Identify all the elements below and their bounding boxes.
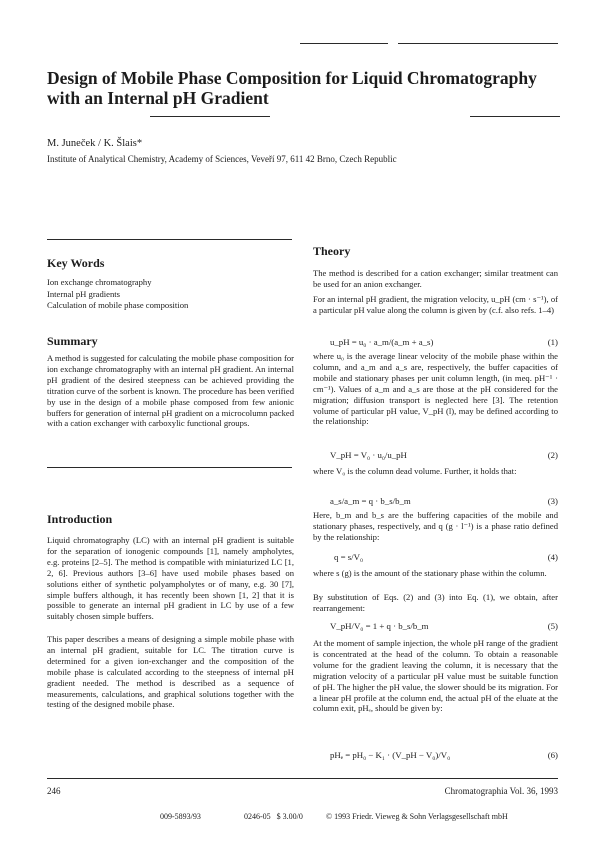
journal-info: Chromatographia Vol. 36, 1993 — [444, 786, 558, 796]
theory-heading: Theory — [313, 244, 351, 258]
theory-paragraph-7: By substitution of Eqs. (2) and (3) into Eq. (1), we obtain, after rearrangement: — [313, 592, 558, 613]
introduction-paragraph-2: This paper describes a means of designing a simple mobile phase with an internal pH gradient, suitable for LC. The titration curve is determined for a given ion-exchanger and the composition of the mobile phase is calculated according to the steepness of internal pH gradient needed. The method is described as a sequence of measurements, calculations, and graphical solutions together with the testing of the designed mobile phase. — [47, 634, 294, 710]
keywords-rule — [47, 239, 292, 240]
price-code: 0246-05 $ 3.00/0 — [244, 812, 303, 821]
title-rule-2 — [470, 116, 560, 117]
equation-3: a_s/a_m = q · b_s/b_m — [330, 496, 411, 506]
introduction-paragraph-1: Liquid chromatography (LC) with an internal pH gradient is suitable for the separation of ionogenic compounds [1], namely ampholytes, e.g. proteins [2–5]. The method is compatible with miniaturized LC [1, 2, 6]. Previous authors [3–6] have used mobile phases based on solutions either of synthetic polyampholytes or of many, e.g. 30 [7], simple buffers although, it has recently been shown [1, 2] that it is possible to generate an internal pH gradient in LC by use of a few suitably chosen simple buffers. — [47, 535, 294, 622]
theory-paragraph-4: where V₀ is the column dead volume. Further, it holds that: — [313, 466, 517, 476]
equation-4-number: (4) — [547, 552, 558, 562]
keyword-item: Calculation of mobile phase composition — [47, 300, 189, 310]
theory-paragraph-3: where u₀ is the average linear velocity of the mobile phase within the column, and a_m and a_s are, respectively, the buffer capacities of mobile and stationary phases per unit column length, (in meq. pH⁻¹ · cm⁻¹). Values of a_m and a_s are those at the pH considered for the migration; diffusion transport is neglected here [3]. The retention volume of particular pH value, V_pH (l), may be defined according to the relationship: — [313, 351, 558, 427]
theory-paragraph-8: At the moment of sample injection, the whole pH range of the gradient is concentrated at the head of the column. To obtain a reasonable volume for the gradient leaving the column, it is necessary that the migration velocity of a particular pH value must be suitable function of pH. The higher the pH value, the slower should be its migration. For a linear pH profile at the column end, the actual pH of the eluate at the column exit, pHₑ, should be given by: — [313, 638, 558, 714]
equation-6-number: (6) — [547, 750, 558, 760]
equation-4: q = s/V₀ — [334, 552, 364, 562]
issn: 009-5893/93 — [160, 812, 201, 821]
theory-paragraph-1: The method is described for a cation exchanger; similar treatment can be used for an anion exchanger. — [313, 268, 558, 289]
title-rule — [150, 116, 270, 117]
equation-2-number: (2) — [547, 450, 558, 460]
header-rule-right — [398, 43, 558, 44]
article-title — [47, 68, 567, 108]
title-line-2: with an Internal pH Gradient — [47, 88, 269, 108]
equation-6: pHₑ = pH₀ − K₁ · (V_pH − V₀)/V₀ — [330, 750, 451, 760]
keyword-item: Ion exchange chromatography — [47, 277, 152, 287]
equation-1: u_pH = u₀ · a_m/(a_m + a_s) — [330, 337, 434, 347]
introduction-heading: Introduction — [47, 512, 113, 526]
theory-paragraph-5: Here, b_m and b_s are the buffering capacities of the mobile and stationary phases, respectively, and q (g · l⁻¹) is a phase ratio defined by the relationship: — [313, 510, 558, 542]
copyright: © 1993 Friedr. Vieweg & Sohn Verlagsgesellschaft mbH — [326, 812, 508, 821]
theory-paragraph-6: where s (g) is the amount of the stationary phase within the column. — [313, 568, 547, 578]
title-line-1: Design of Mobile Phase Composition for Liquid Chromatography — [47, 68, 537, 88]
affiliation: Institute of Analytical Chemistry, Academy of Sciences, Veveří 97, 611 42 Brno, Czech Republic — [47, 154, 397, 164]
summary-heading: Summary — [47, 334, 98, 348]
equation-5: V_pH/V₀ = 1 + q · b_s/b_m — [330, 621, 429, 631]
keywords-list — [47, 277, 294, 312]
authors: M. Juneček / K. Šlais* — [47, 138, 143, 149]
footer-rule — [47, 778, 558, 779]
equation-1-number: (1) — [547, 337, 558, 347]
theory-paragraph-2: For an internal pH gradient, the migration velocity, u_pH (cm · s⁻¹), of a particular pH value along the column is given by (c.f. also refs. 1–4) — [313, 294, 558, 315]
summary-rule — [47, 467, 292, 468]
equation-2: V_pH = V₀ · u₀/u_pH — [330, 450, 407, 460]
keywords-heading: Key Words — [47, 256, 105, 270]
keyword-item: Internal pH gradients — [47, 288, 121, 299]
page-number: 246 — [47, 786, 61, 796]
header-rule-short — [300, 43, 388, 44]
summary-text: A method is suggested for calculating the mobile phase composition for ion exchange chromatography with an internal pH gradient. An internal pH gradient of the desired steepness can be achieved providing the titration curve of the sorbent is known. The procedure has been verified by use in the design of a mobile phase composed from few anionic buffers for generation of internal pH gradient on a microcolumn packed with a cation exchanger with carboxylic functional groups. — [47, 353, 294, 429]
equation-5-number: (5) — [547, 621, 558, 631]
equation-3-number: (3) — [547, 496, 558, 506]
